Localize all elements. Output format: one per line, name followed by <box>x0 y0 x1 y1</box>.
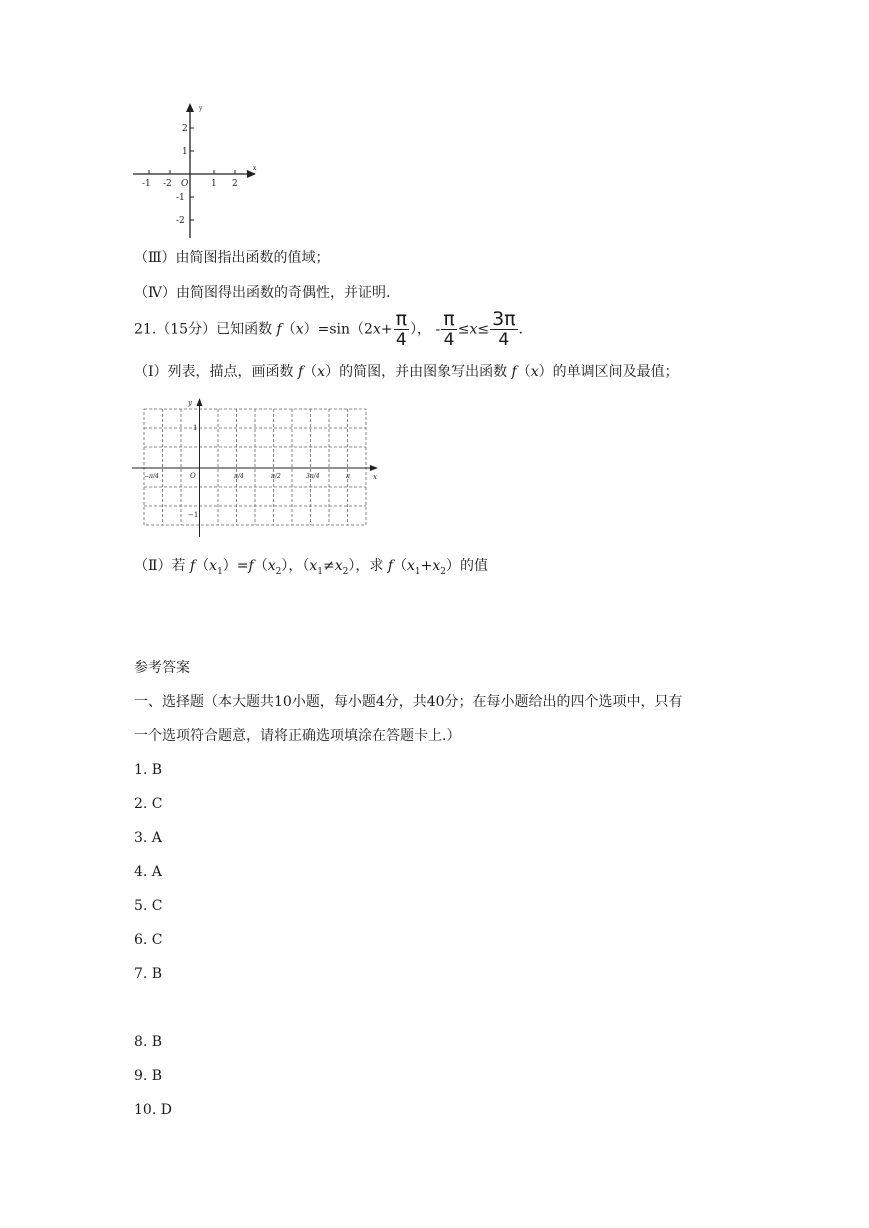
answer-item: 10. D <box>134 1102 172 1118</box>
answer-item: 1. B <box>134 762 163 778</box>
y-tick-bottom: −1 <box>188 511 199 519</box>
var-x: x <box>530 364 539 380</box>
le-sign: ≤ <box>457 321 470 338</box>
function-f: f <box>387 558 394 574</box>
y-tick: 2 <box>182 124 188 134</box>
y-tick: -1 <box>176 193 185 203</box>
answer-item: 8. B <box>134 1034 163 1050</box>
origin-label: O <box>190 472 196 480</box>
q21-part-1: （Ⅰ）列表，描点，画函数 f（x）的简图，并由图象写出函数 f（x）的单调区间及最值； <box>134 364 679 380</box>
question-item-4: （Ⅳ）由简图得出函数的奇偶性，并证明. <box>134 285 391 301</box>
x-axis-label: x <box>373 473 377 481</box>
q21-part1-text-a: （Ⅰ）列表，描点，画函数 <box>134 364 294 380</box>
grid-graph <box>128 395 383 540</box>
var-x: x <box>372 321 381 338</box>
x-tick-neg-pi-4: −π/4 <box>144 473 159 480</box>
y-tick: -2 <box>176 216 185 226</box>
q21-prefix: 21.（15分）已知函数 <box>134 321 273 338</box>
minus-sign: - <box>435 321 441 338</box>
y-axis-label: y <box>199 105 203 112</box>
section-1-line-1: 一、选择题（本大题共10小题，每小题4分，共40分；在每小题给出的四个选项中，只有 <box>134 694 683 710</box>
var-x: x <box>407 558 415 574</box>
answers-heading: 参考答案 <box>134 660 190 676</box>
q21-part1-text-c: 的单调区间及最值； <box>552 364 679 380</box>
x-tick: -2 <box>163 179 172 189</box>
y-axis-label: y <box>188 399 192 407</box>
coordinate-graph-small <box>128 98 263 243</box>
function-f: f <box>511 364 517 380</box>
var-x: x <box>209 558 218 574</box>
answer-item: 6. C <box>134 932 163 948</box>
answer-item: 2. C <box>134 796 163 812</box>
x-tick-pi-4: π/4 <box>234 473 244 480</box>
var-x: x <box>309 558 318 574</box>
answer-item: 4. A <box>134 864 162 880</box>
function-f: f <box>248 558 254 574</box>
q21-part2-text-c: 的值 <box>460 558 489 574</box>
answer-item: 9. B <box>134 1068 163 1084</box>
x-tick-3pi-4: 3π/4 <box>306 473 320 480</box>
var-x: x <box>469 321 478 338</box>
question-item-3: （Ⅲ）由简图指出函数的值域； <box>134 250 330 266</box>
answer-item: 3. A <box>134 830 162 846</box>
var-x: x <box>295 321 304 338</box>
answer-item: 5. C <box>134 898 163 914</box>
var-x: x <box>267 558 276 574</box>
var-x: x <box>334 558 343 574</box>
plus-sign: + <box>380 321 393 338</box>
q21-part2-text-a: （Ⅱ）若 <box>134 558 186 574</box>
x-tick: 1 <box>211 179 217 189</box>
origin-label: O <box>181 179 189 189</box>
x-tick: -1 <box>142 179 151 189</box>
x-tick-pi-2: π/2 <box>271 473 281 480</box>
q21-close: ）， <box>410 321 432 338</box>
section-1-line-2: 一个选项符合题意，请将正确选项填涂在答题卡上.） <box>134 728 461 744</box>
function-f: f <box>189 558 196 574</box>
function-f: f <box>276 321 282 338</box>
q21-part2-text-b: ，求 <box>355 558 384 574</box>
le-sign: ≤ <box>477 321 490 338</box>
fraction-pi-over-4: $\frac{\pi}{4}$ <box>395 308 408 350</box>
question-21: 21.（15分）已知函数 f（x）=sin（2x+ $\frac{\pi}{4}$ ）， - $\frac{\pi}{4}$ ≤x≤ $\frac{3\pi}{4}$ . <box>134 308 524 350</box>
var-x: x <box>432 558 441 574</box>
y-tick: 1 <box>182 147 188 157</box>
q21-eq: =sin（2 <box>317 321 373 338</box>
x-axis-label: x <box>253 165 257 172</box>
q21-part1-text-b: 的简图，并由图象写出函数 <box>339 364 508 380</box>
y-tick-top: 1 <box>193 424 198 432</box>
period: . <box>518 321 524 338</box>
fraction-pi-over-4-lower: $\frac{\pi}{4}$ <box>443 308 455 350</box>
var-x: x <box>317 364 326 380</box>
x-tick-pi: π <box>346 473 350 480</box>
answer-item: 7. B <box>134 966 163 982</box>
function-f: f <box>297 364 304 380</box>
x-tick: 2 <box>232 179 238 189</box>
q21-part-2: （Ⅱ）若 $f(x_1)=f(x_2)$，$(x_1\ne x_2)$，求 $f(x_1+x_2)$的值 <box>134 558 489 577</box>
fraction-3pi-over-4: $\frac{3\pi}{4}$ <box>492 308 516 350</box>
